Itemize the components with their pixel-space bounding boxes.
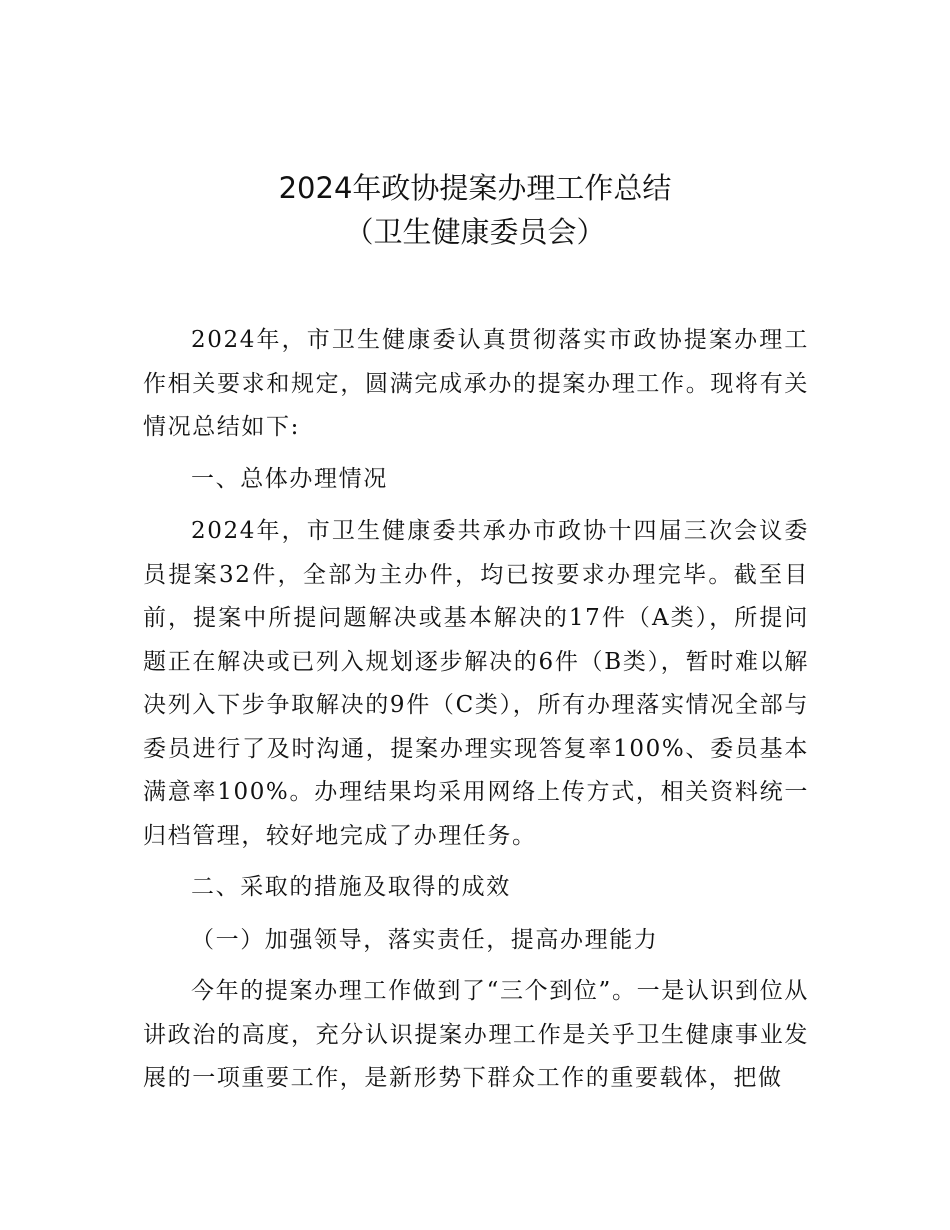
- intro-paragraph: 2024年，市卫生健康委认真贯彻落实市政协提案办理工作相关要求和规定，圆满完成承办的提案办理工作。现将有关情况总结如下:: [143, 327, 809, 440]
- section-heading-measures: 二、采取的措施及取得的成效: [191, 874, 511, 900]
- section-heading-overall: 一、总体办理情况: [191, 466, 388, 492]
- measures-paragraph: 今年的提案办理工作做到了“三个到位”。一是认识到位从讲政治的高度，充分认识提案办理工作是关乎卫生健康事业发展的一项重要工作，是新形势下群众工作的重要载体，把做: [143, 978, 809, 1091]
- subsection-heading-leadership: （一）加强领导，落实责任，提高办理能力: [191, 927, 659, 953]
- overall-paragraph: 2024年，市卫生健康委共承办市政协十四届三次会议委员提案32件，全部为主办件，均已按要求办理完毕。截至目前，提案中所提问题解决或基本解决的17件（A类），所提问题正在解决或已列入规划逐步解决的6件（B类），暂时难以解决列入下步争取解决的9件（C类），所有办理落实情况全部与委员进行了及时沟通，提案办理实现答复率100%、委员基本满意率100%。办理结果均采用网络上传方式，相关资料统一归档管理，较好地完成了办理任务。: [143, 518, 809, 849]
- document-subtitle: （卫生健康委员会）: [344, 215, 606, 249]
- document-title: 2024年政协提案办理工作总结: [278, 171, 672, 205]
